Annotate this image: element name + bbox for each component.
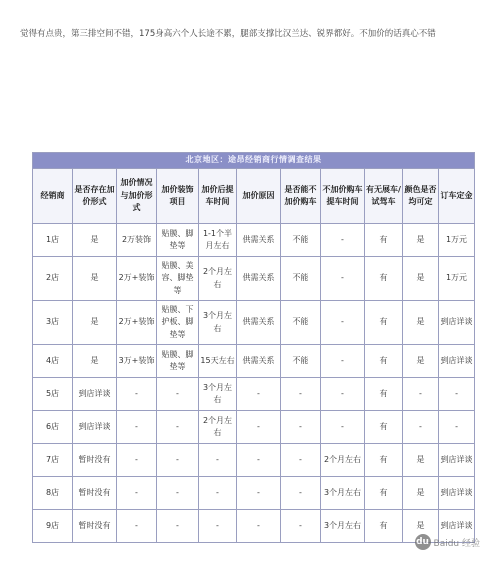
table-cell: - xyxy=(117,510,157,543)
table-row xyxy=(33,510,475,543)
table-cell: 到店详谈 xyxy=(439,477,475,510)
table-cell: - xyxy=(199,510,237,543)
table-cell: 有 xyxy=(365,224,403,257)
table-cell: - xyxy=(281,378,321,411)
table-row xyxy=(33,444,475,477)
table-cell: - xyxy=(157,477,199,510)
table-cell: 3个月左右 xyxy=(321,477,365,510)
table-cell: 2万装饰 xyxy=(117,224,157,257)
column-header: 是否存在加价形式 xyxy=(73,169,117,224)
table-body xyxy=(33,224,475,543)
column-header: 不加价购车提车时间 xyxy=(321,169,365,224)
table-cell: - xyxy=(281,477,321,510)
table-cell: - xyxy=(403,378,439,411)
column-header: 颜色是否均可定 xyxy=(403,169,439,224)
table-cell: - xyxy=(321,257,365,301)
column-header: 加价后提车时间 xyxy=(199,169,237,224)
table-cell: - xyxy=(321,345,365,378)
table-cell: 有 xyxy=(365,411,403,444)
table-cell: 暂时没有 xyxy=(73,510,117,543)
table-cell: 是 xyxy=(403,224,439,257)
table-row xyxy=(33,411,475,444)
table-cell: 2万+装饰 xyxy=(117,301,157,345)
table-cell: - xyxy=(237,444,281,477)
dealer-survey-table-wrap xyxy=(32,152,474,543)
table-cell: 贴膜、下护板、脚垫等 xyxy=(157,301,199,345)
table-cell: 3个月左右 xyxy=(199,301,237,345)
table-cell: 贴膜、美容、脚垫等 xyxy=(157,257,199,301)
table-row xyxy=(33,378,475,411)
table-cell: 9店 xyxy=(33,510,73,543)
table-cell: 有 xyxy=(365,477,403,510)
table-cell: - xyxy=(281,444,321,477)
table-cell: 到店详谈 xyxy=(439,510,475,543)
table-cell: 2个月左右 xyxy=(199,411,237,444)
table-cell: - xyxy=(439,378,475,411)
table-cell: - xyxy=(199,444,237,477)
table-cell: - xyxy=(237,477,281,510)
table-row xyxy=(33,477,475,510)
table-cell: 到店详谈 xyxy=(439,444,475,477)
table-cell: - xyxy=(157,411,199,444)
baidu-watermark xyxy=(415,534,480,550)
table-cell: 不能 xyxy=(281,257,321,301)
table-cell: 贴膜、脚垫等 xyxy=(157,224,199,257)
table-cell: 是 xyxy=(73,345,117,378)
table-cell: - xyxy=(157,510,199,543)
table-header-row xyxy=(33,169,475,224)
table-cell: - xyxy=(117,444,157,477)
table-cell: 3个月左右 xyxy=(321,510,365,543)
table-row xyxy=(33,257,475,301)
table-cell: 到店详谈 xyxy=(439,345,475,378)
table-cell: 供需关系 xyxy=(237,224,281,257)
table-cell: - xyxy=(321,224,365,257)
table-cell: 3店 xyxy=(33,301,73,345)
table-cell: 是 xyxy=(73,257,117,301)
table-cell: 供需关系 xyxy=(237,345,281,378)
table-title: 北京地区：途昂经销商行情调查结果 xyxy=(33,153,475,169)
column-header: 加价情况与加价形式 xyxy=(117,169,157,224)
column-header: 有无展车/试驾车 xyxy=(365,169,403,224)
table-cell: - xyxy=(281,510,321,543)
table-cell: 供需关系 xyxy=(237,301,281,345)
table-cell: 是 xyxy=(403,345,439,378)
table-row xyxy=(33,345,475,378)
table-cell: 2个月左右 xyxy=(321,444,365,477)
table-cell: 不能 xyxy=(281,345,321,378)
column-header: 加价装饰项目 xyxy=(157,169,199,224)
column-header: 加价原因 xyxy=(237,169,281,224)
table-cell: - xyxy=(157,444,199,477)
table-cell: - xyxy=(199,477,237,510)
table-cell: - xyxy=(321,301,365,345)
table-cell: - xyxy=(117,477,157,510)
table-cell: 8店 xyxy=(33,477,73,510)
column-header: 订车定金 xyxy=(439,169,475,224)
table-cell: - xyxy=(439,411,475,444)
table-cell: 有 xyxy=(365,444,403,477)
table-cell: 4店 xyxy=(33,345,73,378)
table-cell: 3个月左右 xyxy=(199,378,237,411)
table-row xyxy=(33,301,475,345)
table-cell: 是 xyxy=(403,444,439,477)
column-header: 是否能不加价购车 xyxy=(281,169,321,224)
table-cell: 1万元 xyxy=(439,257,475,301)
table-cell: 有 xyxy=(365,345,403,378)
table-cell: 不能 xyxy=(281,301,321,345)
table-cell: 2个月左右 xyxy=(199,257,237,301)
table-cell: 3万+装饰 xyxy=(117,345,157,378)
table-cell: 1店 xyxy=(33,224,73,257)
column-header: 经销商 xyxy=(33,169,73,224)
table-cell: 供需关系 xyxy=(237,257,281,301)
table-cell: 是 xyxy=(403,477,439,510)
table-cell: - xyxy=(117,411,157,444)
watermark-text: Baidu 经验 xyxy=(433,538,480,549)
table-cell: - xyxy=(117,378,157,411)
table-cell: - xyxy=(321,411,365,444)
table-cell: - xyxy=(281,411,321,444)
table-cell: 是 xyxy=(403,301,439,345)
table-cell: 不能 xyxy=(281,224,321,257)
table-cell: 是 xyxy=(403,510,439,543)
table-cell: 2店 xyxy=(33,257,73,301)
table-cell: 贴膜、脚垫等 xyxy=(157,345,199,378)
table-cell: 是 xyxy=(73,224,117,257)
table-cell: - xyxy=(237,510,281,543)
table-cell: 7店 xyxy=(33,444,73,477)
table-cell: 是 xyxy=(73,301,117,345)
table-cell: 是 xyxy=(403,257,439,301)
table-cell: 有 xyxy=(365,378,403,411)
table-cell: 有 xyxy=(365,257,403,301)
table-cell: - xyxy=(157,378,199,411)
table-cell: 到店详谈 xyxy=(439,301,475,345)
table-row xyxy=(33,224,475,257)
dealer-survey-table xyxy=(32,152,475,543)
table-cell: 2万+装饰 xyxy=(117,257,157,301)
table-cell: 6店 xyxy=(33,411,73,444)
table-cell: 1万元 xyxy=(439,224,475,257)
table-cell: - xyxy=(237,378,281,411)
table-cell: 1-1个半月左右 xyxy=(199,224,237,257)
table-cell: 有 xyxy=(365,301,403,345)
table-cell: - xyxy=(237,411,281,444)
table-cell: 到店详谈 xyxy=(73,411,117,444)
table-cell: 到店详谈 xyxy=(73,378,117,411)
table-cell: 暂时没有 xyxy=(73,444,117,477)
table-cell: 有 xyxy=(365,510,403,543)
table-cell: 5店 xyxy=(33,378,73,411)
intro-text: 觉得有点贵，第三排空间不错，175身高六个人长途不累，腿部支撑比汉兰达、锐界都好。不加价的话真心不错 xyxy=(20,29,436,39)
table-cell: 暂时没有 xyxy=(73,477,117,510)
table-cell: - xyxy=(321,378,365,411)
table-cell: - xyxy=(403,411,439,444)
baidu-paw-icon: du xyxy=(415,534,431,550)
table-cell: 15天左右 xyxy=(199,345,237,378)
